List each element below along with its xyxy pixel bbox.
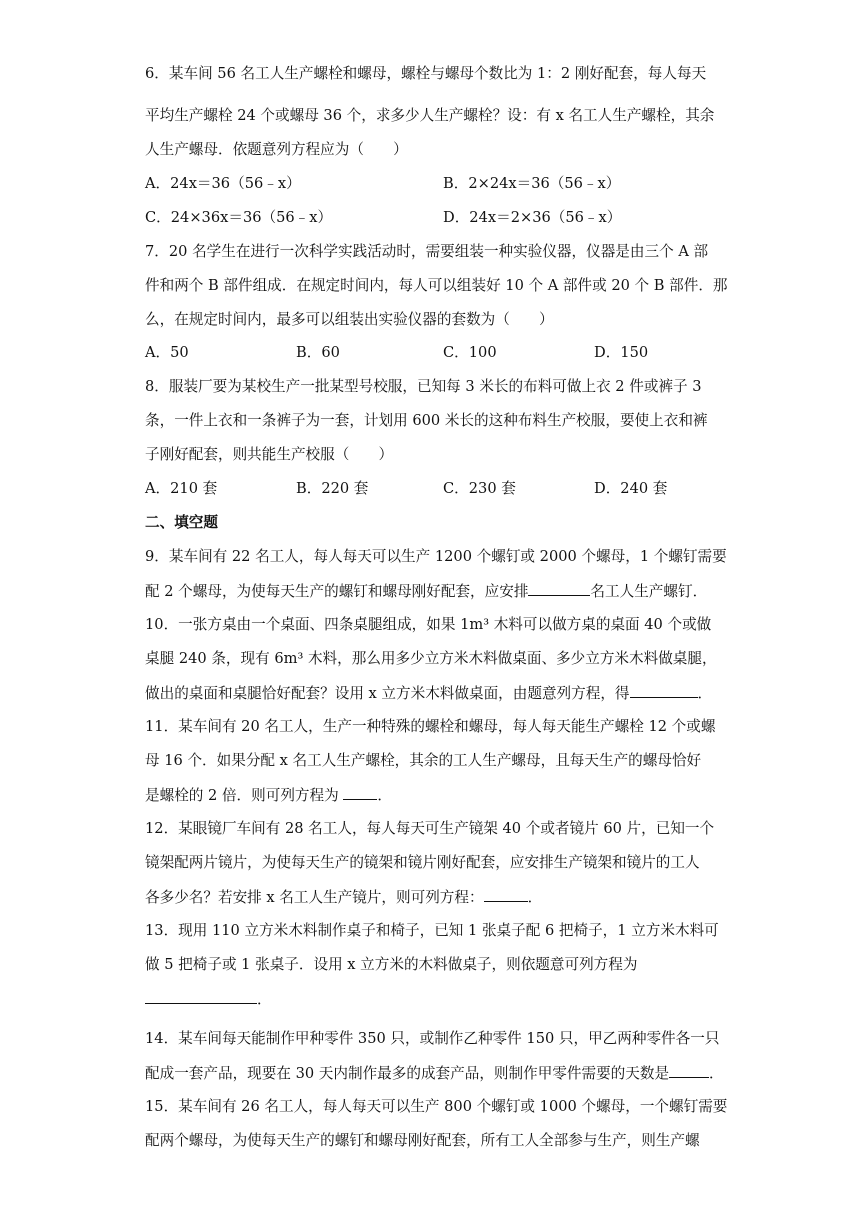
q11-line-3	[145, 785, 392, 806]
q13-line-3	[145, 989, 272, 1010]
q11-line-1: 11．某车间有 20 名工人，生产一种特殊的螺栓和螺母，每人每天能生产螺栓 12 个或螺	[145, 718, 716, 735]
q9-line-2	[145, 581, 707, 602]
q10-answer-blank[interactable]	[630, 683, 698, 698]
q12-line-1: 12．某眼镜厂车间有 28 名工人，每人每天可生产镜架 40 个或者镜片 60 片，已知一个	[145, 820, 715, 837]
q7-option-d: D．150	[594, 344, 649, 361]
q7-option-b: B．60	[296, 344, 340, 361]
q10-line-1: 10．一张方桌由一个桌面、四条桌腿组成，如果 1m³ 木料可以做方桌的桌面 40 个或做	[145, 616, 712, 633]
q9-line-2-tail: 名工人生产螺钉．	[590, 583, 708, 600]
q7-line-3: 么，在规定时间内，最多可以组装出实验仪器的套数为（ ）	[145, 311, 554, 328]
q9-answer-blank[interactable]	[528, 581, 590, 596]
q14-line-2-text: 配成一套产品，现要在 30 天内制作最多的成套产品，则制作甲零件需要的天数是	[145, 1065, 670, 1082]
q14-line-2	[145, 1063, 724, 1084]
q14-answer-blank[interactable]	[669, 1063, 709, 1078]
q10-line-3-tail: ．	[697, 685, 713, 702]
q15-line-1: 15．某车间有 26 名工人，每人每天可以生产 800 个螺钉或 1000 个螺母，一个螺钉需要	[145, 1098, 728, 1115]
q9-line-2-text: 配 2 个螺母，为使每天生产的螺钉和螺母刚好配套，应安排	[145, 583, 529, 600]
q13-line-2: 做 5 把椅子或 1 张桌子．设用 x 立方米的木料做桌子，则依题意可列方程为	[145, 956, 638, 973]
q15-line-2: 配两个螺母，为使每天生产的螺钉和螺母刚好配套，所有工人全部参与生产，则生产螺	[145, 1132, 700, 1149]
q7-option-c: C．100	[443, 344, 497, 361]
q11-answer-blank[interactable]	[343, 785, 377, 800]
q12-answer-blank[interactable]	[484, 887, 528, 902]
q12-line-3-tail: ．	[527, 889, 543, 906]
q6-line-2: 平均生产螺栓 24 个或螺母 36 个，求多少人生产螺栓？设：有 x 名工人生产螺栓，其余	[145, 107, 715, 124]
q11-line-3-text: 是螺栓的 2 倍．则可列方程为	[145, 787, 344, 804]
q10-line-3-text: 做出的桌面和桌腿恰好配套？设用 x 立方米木料做桌面，由题意列方程，得	[145, 685, 630, 702]
q6-line-1: 6．某车间 56 名工人生产螺栓和螺母，螺栓与螺母个数比为 1：2 刚好配套，每人每天	[145, 65, 707, 82]
q7-option-a: A．50	[145, 344, 189, 361]
q9-line-1: 9．某车间有 22 名工人，每人每天可以生产 1200 个螺钉或 2000 个螺母，1 个螺钉需要	[145, 548, 727, 565]
q6-option-a: A．24x＝36（56﹣x）	[145, 175, 301, 192]
q7-line-2: 件和两个 B 部件组成．在规定时间内，每人可以组装好 10 个 A 部件或 20 个 B 部件．那	[145, 277, 728, 294]
section-heading-fill-in: 二、填空题	[145, 514, 218, 531]
q8-line-2: 条，一件上衣和一条裤子为一套，计划用 600 米长的这种布料生产校服，要使上衣和裤	[145, 412, 708, 429]
q14-line-2-tail: ．	[709, 1065, 724, 1082]
q8-option-a: A．210 套	[145, 480, 218, 497]
q8-option-d: D．240 套	[594, 480, 668, 497]
q10-line-3	[145, 683, 712, 704]
q8-option-b: B．220 套	[296, 480, 369, 497]
q8-line-3: 子刚好配套，则共能生产校服（ ）	[145, 446, 394, 463]
q12-line-3	[145, 887, 542, 908]
q12-line-2: 镜架配两片镜片，为使每天生产的镜架和镜片刚好配套，应安排生产镜架和镜片的工人	[145, 854, 700, 871]
q11-line-3-tail: ．	[377, 787, 392, 804]
q6-option-c: C．24×36x＝36（56﹣x）	[145, 209, 333, 226]
q6-option-b: B．2×24x＝36（56﹣x）	[443, 175, 621, 192]
q6-option-d: D．24x＝2×36（56﹣x）	[443, 209, 622, 226]
q7-line-1: 7．20 名学生在进行一次科学实践活动时，需要组装一种实验仪器，仪器是由三个 A 部	[145, 243, 709, 260]
q11-line-2: 母 16 个．如果分配 x 名工人生产螺栓，其余的工人生产螺母，且每天生产的螺母恰好	[145, 752, 702, 769]
q13-answer-blank[interactable]	[145, 989, 257, 1004]
q8-option-c: C．230 套	[443, 480, 516, 497]
q10-line-2: 桌腿 240 条，现有 6m³ 木料，那么用多少立方米木料做桌面、多少立方米木料做桌腿，	[145, 650, 717, 667]
q12-line-3-text: 各多少名？若安排 x 名工人生产镜片，则可列方程：	[145, 889, 484, 906]
q13-line-3-tail: ．	[257, 991, 272, 1008]
q8-line-1: 8．服装厂要为某校生产一批某型号校服，已知每 3 米长的布料可做上衣 2 件或裤子 3	[145, 378, 702, 395]
q13-line-1: 13．现用 110 立方米木料制作桌子和椅子，已知 1 张桌子配 6 把椅子，1 立方米木料可	[145, 922, 719, 939]
q14-line-1: 14．某车间每天能制作甲种零件 350 只，或制作乙种零件 150 只，甲乙两种零件各一只	[145, 1030, 720, 1047]
q6-line-3: 人生产螺母．依题意列方程应为（ ）	[145, 141, 408, 158]
